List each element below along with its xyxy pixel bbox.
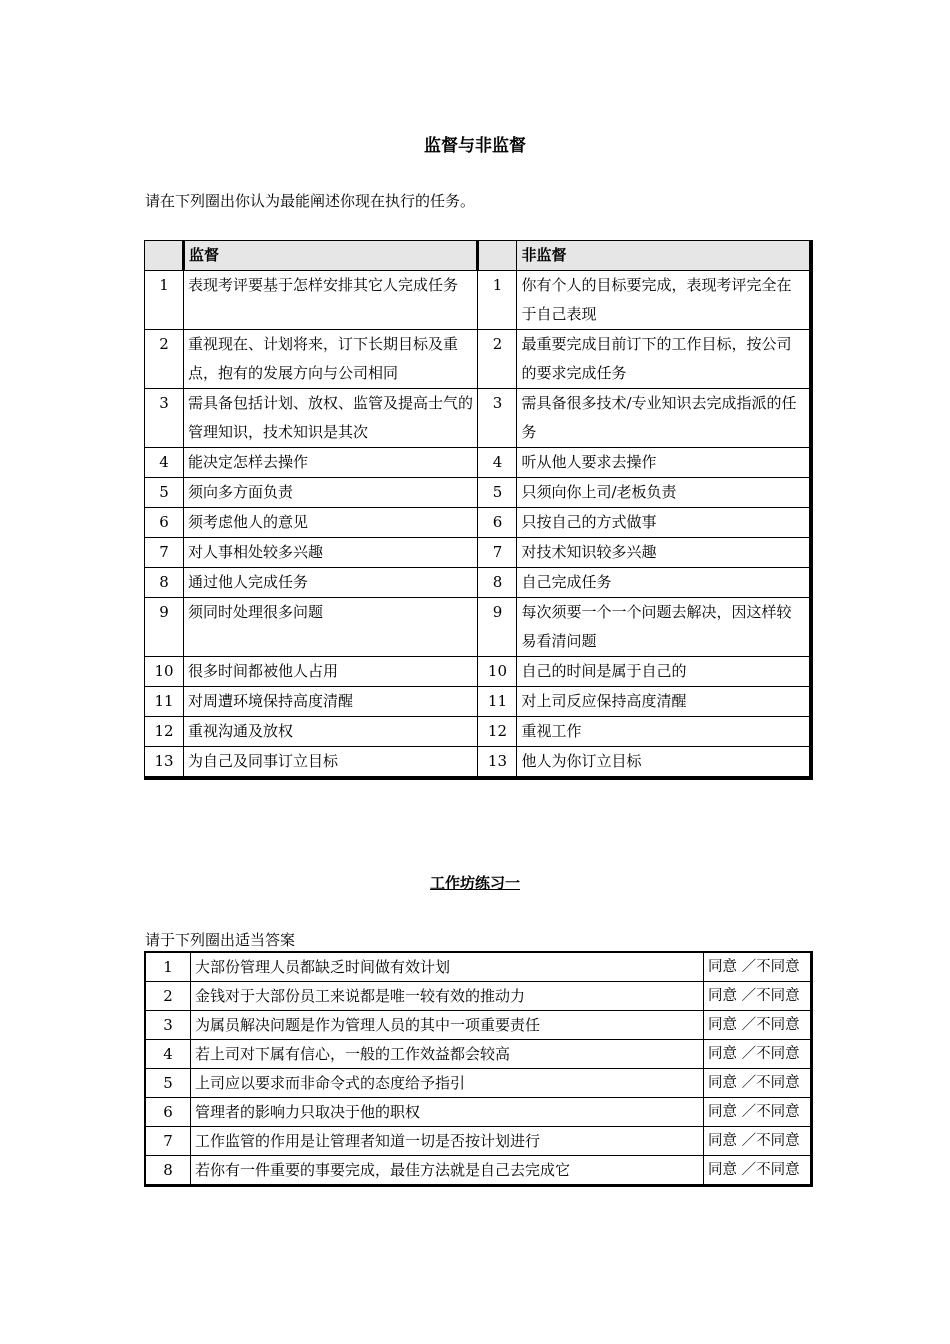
answer-choice[interactable]: 同意 ／不同意 — [704, 1069, 812, 1098]
row-number: 6 — [145, 508, 184, 538]
non-supervise-item: 对上司反应保持高度清醒 — [517, 687, 811, 717]
row-number: 8 — [478, 568, 517, 598]
question-text: 为属员解决问题是作为管理人员的其中一项重要责任 — [191, 1011, 704, 1040]
header-non-supervise: 非监督 — [517, 241, 811, 271]
table-row — [145, 1098, 812, 1127]
table-row — [145, 1127, 812, 1156]
question-text: 金钱对于大部份员工来说都是唯一较有效的推动力 — [191, 982, 704, 1011]
row-number: 10 — [478, 657, 517, 687]
table-row — [145, 657, 812, 687]
row-number: 3 — [478, 389, 517, 448]
supervise-item: 对周遭环境保持高度清醒 — [183, 687, 478, 717]
table-row — [145, 389, 812, 448]
answer-choice[interactable]: 同意 ／不同意 — [704, 1040, 812, 1069]
question-number: 7 — [145, 1127, 191, 1156]
table-row — [145, 1069, 812, 1098]
table-row — [145, 717, 812, 747]
supervise-item: 很多时间都被他人占用 — [183, 657, 478, 687]
non-supervise-item: 你有个人的目标要完成，表现考评完全在于自己表现 — [517, 271, 811, 330]
page-title: 监督与非监督 — [424, 136, 526, 156]
row-number: 1 — [145, 271, 184, 330]
question-text: 上司应以要求而非命令式的态度给予指引 — [191, 1069, 704, 1098]
row-number: 12 — [478, 717, 517, 747]
question-number: 5 — [145, 1069, 191, 1098]
table-header-row — [145, 241, 812, 271]
question-number: 6 — [145, 1098, 191, 1127]
row-number: 5 — [478, 478, 517, 508]
row-number: 11 — [145, 687, 184, 717]
answer-choice[interactable]: 同意 ／不同意 — [704, 1127, 812, 1156]
row-number: 6 — [478, 508, 517, 538]
table-row — [145, 508, 812, 538]
supervise-item: 重视现在、计划将来，订下长期目标及重点，抱有的发展方向与公司相同 — [183, 330, 478, 389]
supervise-item: 表现考评要基于怎样安排其它人完成任务 — [183, 271, 478, 330]
supervise-item: 能决定怎样去操作 — [183, 448, 478, 478]
question-number: 4 — [145, 1040, 191, 1069]
answer-choice[interactable]: 同意 ／不同意 — [704, 1156, 812, 1186]
answer-choice[interactable]: 同意 ／不同意 — [704, 1011, 812, 1040]
question-text: 管理者的影响力只取决于他的职权 — [191, 1098, 704, 1127]
supervision-table — [144, 240, 813, 780]
non-supervise-item: 重视工作 — [517, 717, 811, 747]
question-number: 8 — [145, 1156, 191, 1186]
table-row — [145, 1156, 812, 1186]
non-supervise-item: 自己的时间是属于自己的 — [517, 657, 811, 687]
non-supervise-item: 自己完成任务 — [517, 568, 811, 598]
table-row — [145, 330, 812, 389]
row-number: 7 — [145, 538, 184, 568]
row-number: 8 — [145, 568, 184, 598]
workshop-title-text: 工作坊练习一 — [429, 874, 520, 892]
answer-choice[interactable]: 同意 ／不同意 — [704, 952, 812, 982]
row-number: 11 — [478, 687, 517, 717]
table-row — [145, 747, 812, 779]
non-supervise-item: 听从他人要求去操作 — [517, 448, 811, 478]
row-number: 10 — [145, 657, 184, 687]
supervise-item: 须考虑他人的意见 — [183, 508, 478, 538]
row-number: 5 — [145, 478, 184, 508]
supervise-item: 为自己及同事订立目标 — [183, 747, 478, 779]
question-number: 1 — [145, 952, 191, 982]
row-number: 2 — [145, 330, 184, 389]
non-supervise-item: 最重要完成目前订下的工作目标，按公司的要求完成任务 — [517, 330, 811, 389]
answer-choice[interactable]: 同意 ／不同意 — [704, 1098, 812, 1127]
question-text: 工作监管的作用是让管理者知道一切是否按计划进行 — [191, 1127, 704, 1156]
non-supervise-item: 每次须要一个一个问题去解决，因这样较易看清问题 — [517, 598, 811, 657]
header-blank-cell — [145, 241, 184, 271]
question-number: 2 — [145, 982, 191, 1011]
workshop-table — [144, 951, 813, 1187]
question-text: 若上司对下属有信心，一般的工作效益都会较高 — [191, 1040, 704, 1069]
non-supervise-item: 他人为你订立目标 — [517, 747, 811, 779]
supervise-item: 重视沟通及放权 — [183, 717, 478, 747]
supervise-item: 须同时处理很多问题 — [183, 598, 478, 657]
answer-choice[interactable]: 同意 ／不同意 — [704, 982, 812, 1011]
row-number: 1 — [478, 271, 517, 330]
question-text: 大部份管理人员都缺乏时间做有效计划 — [191, 952, 704, 982]
row-number: 4 — [145, 448, 184, 478]
table-row — [145, 1040, 812, 1069]
header-blank-cell — [478, 241, 517, 271]
table-row — [145, 271, 812, 330]
row-number: 12 — [145, 717, 184, 747]
table-row — [145, 598, 812, 657]
intro-text: 请在下列圈出你认为最能阐述你现在执行的任务。 — [145, 192, 476, 210]
supervise-item: 须向多方面负责 — [183, 478, 478, 508]
row-number: 7 — [478, 538, 517, 568]
question-text: 若你有一件重要的事要完成，最佳方法就是自己去完成它 — [191, 1156, 704, 1186]
table-row — [145, 538, 812, 568]
non-supervise-item: 对技术知识较多兴趣 — [517, 538, 811, 568]
workshop-intro: 请于下列圈出适当答案 — [145, 931, 296, 949]
non-supervise-item: 只须向你上司/老板负责 — [517, 478, 811, 508]
supervise-item: 通过他人完成任务 — [183, 568, 478, 598]
table-row — [145, 478, 812, 508]
table-row — [145, 687, 812, 717]
row-number: 2 — [478, 330, 517, 389]
row-number: 9 — [145, 598, 184, 657]
row-number: 13 — [145, 747, 184, 779]
row-number: 3 — [145, 389, 184, 448]
table-row — [145, 982, 812, 1011]
non-supervise-item: 需具备很多技术/专业知识去完成指派的任务 — [517, 389, 811, 448]
row-number: 4 — [478, 448, 517, 478]
question-number: 3 — [145, 1011, 191, 1040]
non-supervise-item: 只按自己的方式做事 — [517, 508, 811, 538]
header-supervise: 监督 — [183, 241, 478, 271]
table-row — [145, 1011, 812, 1040]
table-row — [145, 568, 812, 598]
workshop-title — [0, 872, 950, 893]
row-number: 9 — [478, 598, 517, 657]
table-row — [145, 448, 812, 478]
table-row — [145, 952, 812, 982]
supervise-item: 需具备包括计划、放权、监管及提高士气的管理知识，技术知识是其次 — [183, 389, 478, 448]
row-number: 13 — [478, 747, 517, 779]
supervise-item: 对人事相处较多兴趣 — [183, 538, 478, 568]
